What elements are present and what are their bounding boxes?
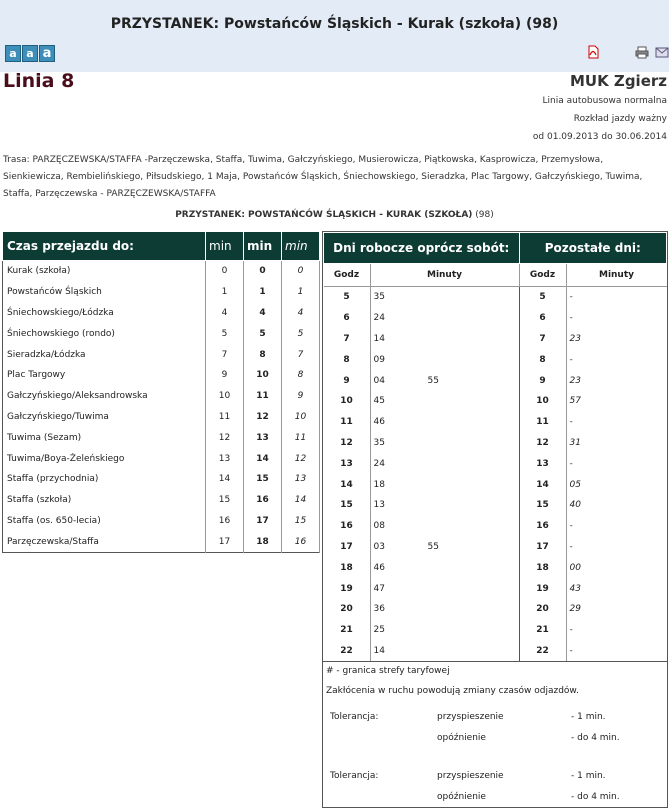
weekday-minute: 18 <box>373 479 385 490</box>
travel-min-b: 0 <box>244 261 282 282</box>
weekday-hour: 19 <box>324 578 371 599</box>
weekday-minute: 24 <box>373 458 385 469</box>
other-hour: 16 <box>519 516 566 537</box>
weekday-hour: 6 <box>324 308 371 329</box>
weekday-minute: 55 <box>425 370 520 391</box>
other-hour-label: Godz <box>519 264 566 287</box>
other-hour: 13 <box>519 453 566 474</box>
travel-min-b: 17 <box>244 511 282 532</box>
weekday-hour: 14 <box>324 474 371 495</box>
travel-col-min-1: min <box>206 232 244 261</box>
travel-stop-name: Plac Targowy <box>3 365 206 386</box>
timetable-row <box>324 495 667 516</box>
weekday-minute <box>425 349 520 370</box>
timetable-row <box>324 578 667 599</box>
disturbance-note: Zakłócenia w ruchu powodują zmiany czasów odjazdów. <box>326 686 579 697</box>
other-hour: 19 <box>519 578 566 599</box>
weekday-minute: 13 <box>373 500 385 511</box>
weekday-minute <box>425 287 520 308</box>
travel-min-b: 18 <box>244 531 282 552</box>
travel-min-c: 10 <box>282 407 320 428</box>
weekday-minute: 46 <box>373 417 385 428</box>
weekday-minute: 24 <box>373 313 385 324</box>
weekday-hour: 5 <box>324 287 371 308</box>
other-hour: 9 <box>519 370 566 391</box>
travel-min-c: 15 <box>282 511 320 532</box>
tolerance-row <box>326 786 664 807</box>
weekday-minute <box>425 412 520 433</box>
other-minute: 23 <box>569 375 581 386</box>
tolerance-early: przyspieszenie <box>437 770 504 781</box>
travel-stop-name: Staffa (os. 650-lecia) <box>3 511 206 532</box>
other-minute: 40 <box>569 500 581 511</box>
carrier-name: MUK Zgierz <box>569 72 667 90</box>
weekday-minute <box>425 495 520 516</box>
stop-header-number: (98) <box>475 210 494 220</box>
travel-min-b: 16 <box>244 490 282 511</box>
travel-row <box>3 469 320 490</box>
other-minute: 31 <box>569 437 581 448</box>
weekday-minute: 55 <box>425 537 520 558</box>
travel-min-a: 14 <box>206 469 244 490</box>
timetable-row <box>324 391 667 412</box>
font-medium-button[interactable]: a <box>22 45 38 62</box>
weekday-hour: 7 <box>324 329 371 350</box>
travel-row <box>3 282 320 303</box>
weekday-minute: 45 <box>373 396 385 407</box>
weekday-minute: 47 <box>373 583 385 594</box>
travel-row <box>3 344 320 365</box>
weekday-hour: 9 <box>324 370 371 391</box>
travel-min-a: 13 <box>206 448 244 469</box>
timetable-row <box>324 641 667 662</box>
other-minute: - <box>569 645 573 656</box>
other-hour: 21 <box>519 620 566 641</box>
weekday-minute: 09 <box>373 354 385 365</box>
travel-min-c: 0 <box>282 261 320 282</box>
travel-row <box>3 365 320 386</box>
timetable-row <box>324 349 667 370</box>
travel-stop-name: Parzęczewska/Staffa <box>3 531 206 552</box>
tolerance-early-value: - 1 min. <box>571 770 606 781</box>
other-hour: 15 <box>519 495 566 516</box>
timetable-table <box>323 232 667 661</box>
tolerance-label: Tolerancja: <box>330 711 379 722</box>
other-minutes-label: Minuty <box>566 264 667 287</box>
travel-min-a: 17 <box>206 531 244 552</box>
other-minute: - <box>569 521 573 532</box>
other-minute: - <box>569 541 573 552</box>
travel-min-b: 13 <box>244 427 282 448</box>
timetable-row <box>324 537 667 558</box>
weekday-minute <box>425 391 520 412</box>
email-icon[interactable] <box>655 47 669 58</box>
other-minute: - <box>569 292 573 303</box>
weekday-hour: 11 <box>324 412 371 433</box>
weekday-hour: 10 <box>324 391 371 412</box>
other-minute: 05 <box>569 479 581 490</box>
weekday-minute <box>425 474 520 495</box>
weekday-minute: 35 <box>373 292 385 303</box>
travel-min-a: 5 <box>206 323 244 344</box>
travel-min-a: 16 <box>206 511 244 532</box>
travel-min-a: 9 <box>206 365 244 386</box>
travel-min-a: 1 <box>206 282 244 303</box>
weekday-minute: 03 <box>373 541 385 552</box>
other-minute: - <box>569 354 573 365</box>
tool-icons <box>587 45 669 59</box>
weekday-minute: 04 <box>373 375 385 386</box>
other-minute: - <box>569 458 573 469</box>
weekday-minute <box>425 308 520 329</box>
weekday-minutes-label: Minuty <box>370 264 519 287</box>
travel-min-a: 12 <box>206 427 244 448</box>
travel-row <box>3 323 320 344</box>
travel-col-min-3: min <box>282 232 320 261</box>
travel-stop-name: Gałczyńskiego/Tuwima <box>3 407 206 428</box>
travel-stop-name: Powstańców Śląskich <box>3 282 206 303</box>
weekday-minute <box>425 557 520 578</box>
travel-min-c: 16 <box>282 531 320 552</box>
other-minute: 23 <box>569 333 581 344</box>
weekday-minute: 25 <box>373 625 385 636</box>
travel-min-c: 7 <box>282 344 320 365</box>
timetable-row <box>324 433 667 454</box>
tolerance-late: opóźnienie <box>437 791 486 802</box>
travel-row <box>3 427 320 448</box>
weekday-minute: 36 <box>373 604 385 615</box>
schedule-label: Rozkład jazdy ważny <box>573 114 667 124</box>
other-hour: 12 <box>519 433 566 454</box>
other-hour: 17 <box>519 537 566 558</box>
timetable-row <box>324 620 667 641</box>
weekday-minute <box>425 578 520 599</box>
other-hour: 5 <box>519 287 566 308</box>
weekday-minute: 14 <box>373 645 385 656</box>
other-hour: 7 <box>519 329 566 350</box>
travel-row <box>3 407 320 428</box>
weekday-minute: 46 <box>373 562 385 573</box>
travel-min-c: 9 <box>282 386 320 407</box>
weekday-minute: 08 <box>373 521 385 532</box>
travel-min-b: 4 <box>244 303 282 324</box>
travel-stop-name: Tuwima/Boya-Żeleńskiego <box>3 448 206 469</box>
travel-min-b: 11 <box>244 386 282 407</box>
stop-header-name: PRZYSTANEK: POWSTAŃCÓW ŚLĄSKICH - KURAK (SZKOŁA) <box>175 210 473 220</box>
weekday-minute: 14 <box>373 333 385 344</box>
travel-header: Czas przejazdu do: <box>3 232 206 261</box>
other-hour: 8 <box>519 349 566 370</box>
font-small-button[interactable]: a <box>5 45 21 62</box>
weekday-minute <box>425 329 520 350</box>
other-hour: 20 <box>519 599 566 620</box>
weekday-minute <box>425 516 520 537</box>
travel-stop-name: Kurak (szkoła) <box>3 261 206 282</box>
travel-row <box>3 448 320 469</box>
other-hour: 11 <box>519 412 566 433</box>
tolerance-label: Tolerancja: <box>330 770 379 781</box>
tolerance-row <box>326 765 664 786</box>
travel-min-c: 13 <box>282 469 320 490</box>
travel-min-c: 8 <box>282 365 320 386</box>
weekday-minute <box>425 599 520 620</box>
tolerance-late-value: - do 4 min. <box>571 791 620 802</box>
other-minute: - <box>569 417 573 428</box>
other-hour: 6 <box>519 308 566 329</box>
timetable-row <box>324 308 667 329</box>
travel-stop-name: Staffa (szkoła) <box>3 490 206 511</box>
weekday-hour: 15 <box>324 495 371 516</box>
travel-row <box>3 386 320 407</box>
travel-row <box>3 490 320 511</box>
travel-stop-name: Sieradzka/Łódzka <box>3 344 206 365</box>
weekday-hour: 17 <box>324 537 371 558</box>
travel-min-c: 11 <box>282 427 320 448</box>
travel-min-b: 12 <box>244 407 282 428</box>
weekday-hour: 18 <box>324 557 371 578</box>
pdf-icon[interactable] <box>587 45 599 59</box>
other-minute: 00 <box>569 562 581 573</box>
weekday-hour: 8 <box>324 349 371 370</box>
timetable-row <box>324 474 667 495</box>
validity-dates: od 01.09.2013 do 30.06.2014 <box>532 132 667 142</box>
weekday-minute <box>425 620 520 641</box>
travel-stop-name: Staffa (przychodnia) <box>3 469 206 490</box>
zone-note: # - granica strefy taryfowej <box>326 666 450 677</box>
print-icon[interactable] <box>635 46 649 59</box>
weekday-hour: 12 <box>324 433 371 454</box>
weekday-minute: 35 <box>373 437 385 448</box>
travel-row <box>3 303 320 324</box>
line-title: Linia 8 <box>3 70 75 92</box>
other-days-header: Pozostałe dni: <box>519 233 667 264</box>
weekday-hour: 16 <box>324 516 371 537</box>
travel-col-min-2: min <box>244 232 282 261</box>
other-minute: 29 <box>569 604 581 615</box>
travel-min-a: 7 <box>206 344 244 365</box>
timetable-row <box>324 412 667 433</box>
font-size-controls <box>5 45 55 62</box>
travel-stop-name: Tuwima (Sezam) <box>3 427 206 448</box>
weekday-hour-label: Godz <box>324 264 371 287</box>
travel-stop-name: Śniechowskiego/Łódzka <box>3 303 206 324</box>
tolerance-early: przyspieszenie <box>437 711 504 722</box>
top-bar <box>0 0 669 72</box>
notes-section <box>323 661 667 807</box>
travel-min-b: 8 <box>244 344 282 365</box>
travel-min-c: 12 <box>282 448 320 469</box>
stop-header <box>0 210 669 220</box>
timetable-row <box>324 516 667 537</box>
weekday-hour: 13 <box>324 453 371 474</box>
page-title: PRZYSTANEK: Powstańców Śląskich - Kurak (szkoła) (98) <box>110 16 559 32</box>
travel-row <box>3 261 320 282</box>
weekday-hour: 21 <box>324 620 371 641</box>
travel-min-c: 14 <box>282 490 320 511</box>
line-type: Linia autobusowa normalna <box>542 96 667 106</box>
weekday-minute <box>425 433 520 454</box>
travel-min-b: 15 <box>244 469 282 490</box>
travel-row <box>3 531 320 552</box>
weekday-minute <box>425 453 520 474</box>
weekdays-header: Dni robocze oprócz sobót: <box>324 233 520 264</box>
timetable-panel <box>322 231 668 808</box>
travel-min-c: 5 <box>282 323 320 344</box>
travel-min-b: 14 <box>244 448 282 469</box>
travel-min-a: 11 <box>206 407 244 428</box>
other-hour: 14 <box>519 474 566 495</box>
travel-min-a: 0 <box>206 261 244 282</box>
travel-min-a: 15 <box>206 490 244 511</box>
other-hour: 10 <box>519 391 566 412</box>
timetable-row <box>324 557 667 578</box>
route-description: Trasa: PARZĘCZEWSKA/STAFFA -Parzęczewska, Staffa, Tuwima, Gałczyńskiego, Musierowicza, Piątkowska, Kasprowicza, Przemysłowa, Sienkiewicza, Rembielińskiego, Piłsudskiego, 1 Maja, Powstańców Śląskich, Śniechowskiego, Sieradzka, Plac Targowy, Gałczyńskiego, Tuwima, Staffa, Parzęczewska - PARZĘCZEWSKA/STAFFA <box>3 155 643 199</box>
travel-stop-name: Śniechowskiego (rondo) <box>3 323 206 344</box>
other-hour: 18 <box>519 557 566 578</box>
tolerance-row <box>326 727 664 748</box>
travel-min-a: 4 <box>206 303 244 324</box>
other-minute: 43 <box>569 583 581 594</box>
weekday-minute <box>425 641 520 662</box>
font-large-button[interactable]: a <box>39 45 55 62</box>
travel-min-b: 1 <box>244 282 282 303</box>
travel-min-c: 1 <box>282 282 320 303</box>
travel-time-table <box>2 231 320 553</box>
tolerance-late: opóźnienie <box>437 732 486 743</box>
timetable-row <box>324 599 667 620</box>
other-minute: 57 <box>569 396 581 407</box>
travel-min-b: 10 <box>244 365 282 386</box>
tolerance-late-value: - do 4 min. <box>571 732 620 743</box>
weekday-hour: 22 <box>324 641 371 662</box>
timetable-row <box>324 287 667 308</box>
travel-min-c: 4 <box>282 303 320 324</box>
other-minute: - <box>569 313 573 324</box>
tolerance-row <box>326 706 664 727</box>
travel-row <box>3 511 320 532</box>
other-minute: - <box>569 625 573 636</box>
travel-min-b: 5 <box>244 323 282 344</box>
timetable-row <box>324 329 667 350</box>
timetable-row <box>324 453 667 474</box>
timetable-row <box>324 370 667 391</box>
other-hour: 22 <box>519 641 566 662</box>
travel-stop-name: Gałczyńskiego/Aleksandrowska <box>3 386 206 407</box>
tolerance-early-value: - 1 min. <box>571 711 606 722</box>
travel-min-a: 10 <box>206 386 244 407</box>
weekday-hour: 20 <box>324 599 371 620</box>
